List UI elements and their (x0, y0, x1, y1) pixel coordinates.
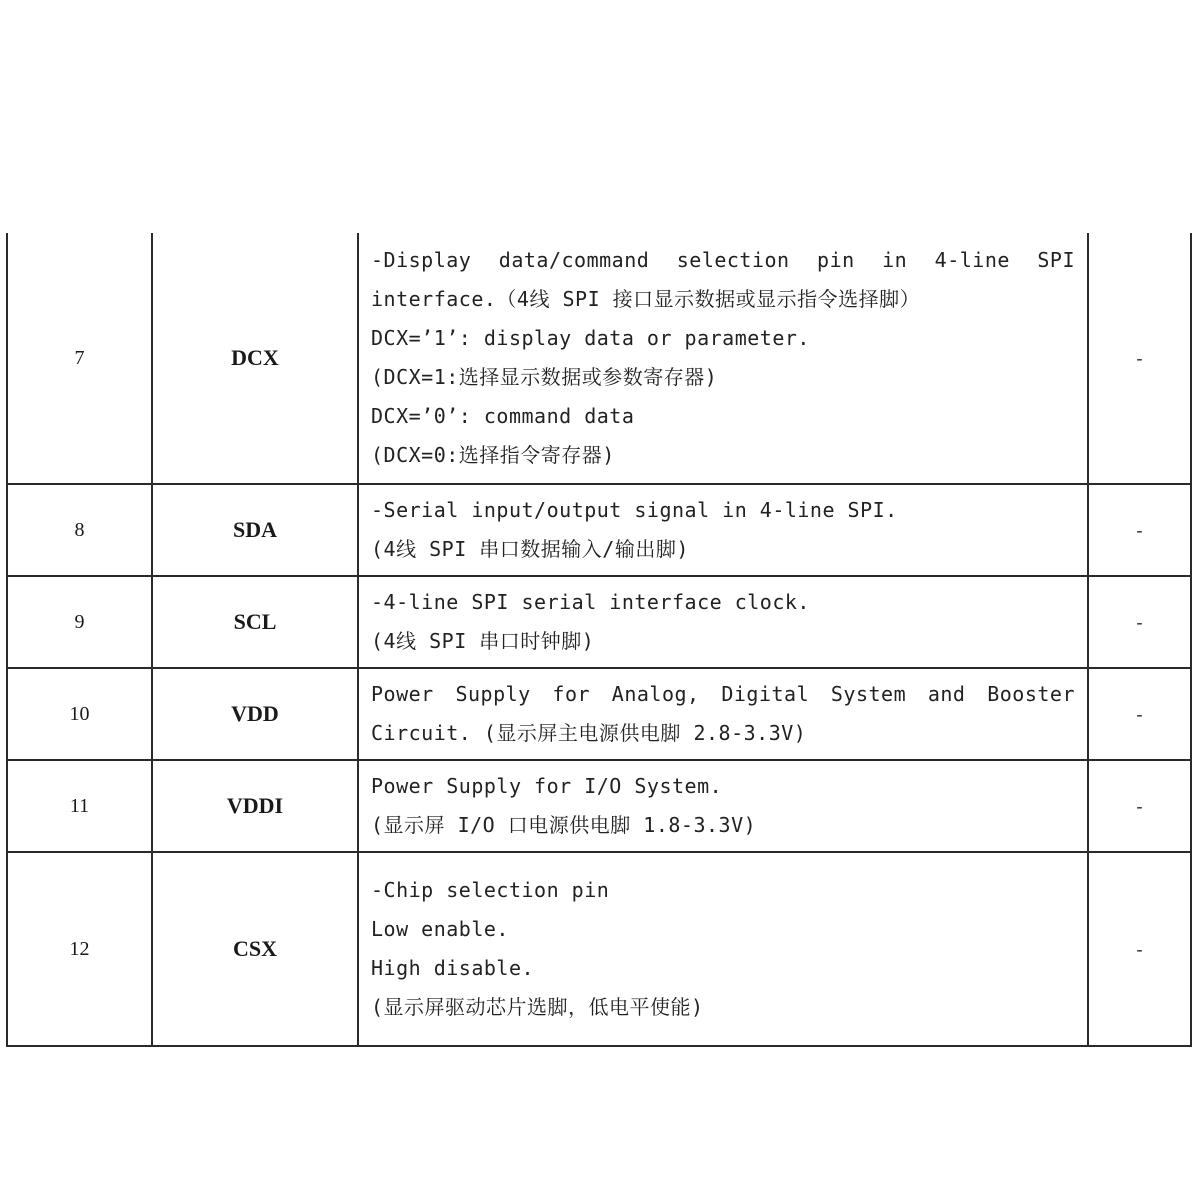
pin-note: - (1088, 576, 1191, 668)
description-line: Power Supply for Analog, Digital System and Booster (371, 682, 1075, 706)
pin-name: DCX (152, 233, 358, 484)
pin-name: SCL (152, 576, 358, 668)
pin-description (358, 233, 1088, 484)
description-line: -Serial input/output signal in 4-line SPI. (371, 498, 898, 522)
description-line: (显示屏驱动芯片选脚，低电平使能) (371, 995, 704, 1019)
pin-definition-table (6, 233, 1192, 1047)
pin-number: 7 (7, 233, 152, 484)
table-row (7, 760, 1191, 852)
pin-description (358, 576, 1088, 668)
description-line: High disable. (371, 956, 535, 980)
pin-note: - (1088, 668, 1191, 760)
description-line: (显示屏 I/O 口电源供电脚 1.8-3.3V) (371, 813, 757, 837)
pin-description (358, 760, 1088, 852)
description-line: -Display data/command selection pin in 4-line SPI (371, 248, 1075, 272)
table-row (7, 576, 1191, 668)
pin-number: 12 (7, 852, 152, 1046)
pin-number: 8 (7, 484, 152, 576)
description-line: Circuit. (显示屏主电源供电脚 2.8-3.3V) (371, 721, 807, 745)
pin-description (358, 852, 1088, 1046)
description-line: -Chip selection pin (371, 878, 610, 902)
description-line: (DCX=1:选择显示数据或参数寄存器) (371, 365, 718, 389)
description-line: -4-line SPI serial interface clock. (371, 590, 810, 614)
pin-name: CSX (152, 852, 358, 1046)
table-row (7, 668, 1191, 760)
pin-description (358, 484, 1088, 576)
description-line: DCX=’0’: command data (371, 404, 635, 428)
description-line: DCX=’1’: display data or parameter. (371, 326, 810, 350)
description-line: (4线 SPI 串口时钟脚) (371, 629, 595, 653)
pin-number: 9 (7, 576, 152, 668)
description-line: interface.（4线 SPI 接口显示数据或显示指令选择脚） (371, 287, 921, 311)
description-line: Power Supply for I/O System. (371, 774, 723, 798)
pin-description (358, 668, 1088, 760)
pin-note: - (1088, 484, 1191, 576)
pin-note: - (1088, 852, 1191, 1046)
pin-note: - (1088, 233, 1191, 484)
pin-number: 10 (7, 668, 152, 760)
table-row (7, 852, 1191, 1046)
table-row (7, 484, 1191, 576)
description-line: Low enable. (371, 917, 509, 941)
description-line: (DCX=0:选择指令寄存器) (371, 443, 615, 467)
description-line: (4线 SPI 串口数据输入/输出脚) (371, 537, 689, 561)
table-row (7, 233, 1191, 484)
pin-name: SDA (152, 484, 358, 576)
pin-number: 11 (7, 760, 152, 852)
pin-name: VDDI (152, 760, 358, 852)
pin-name: VDD (152, 668, 358, 760)
pin-note: - (1088, 760, 1191, 852)
